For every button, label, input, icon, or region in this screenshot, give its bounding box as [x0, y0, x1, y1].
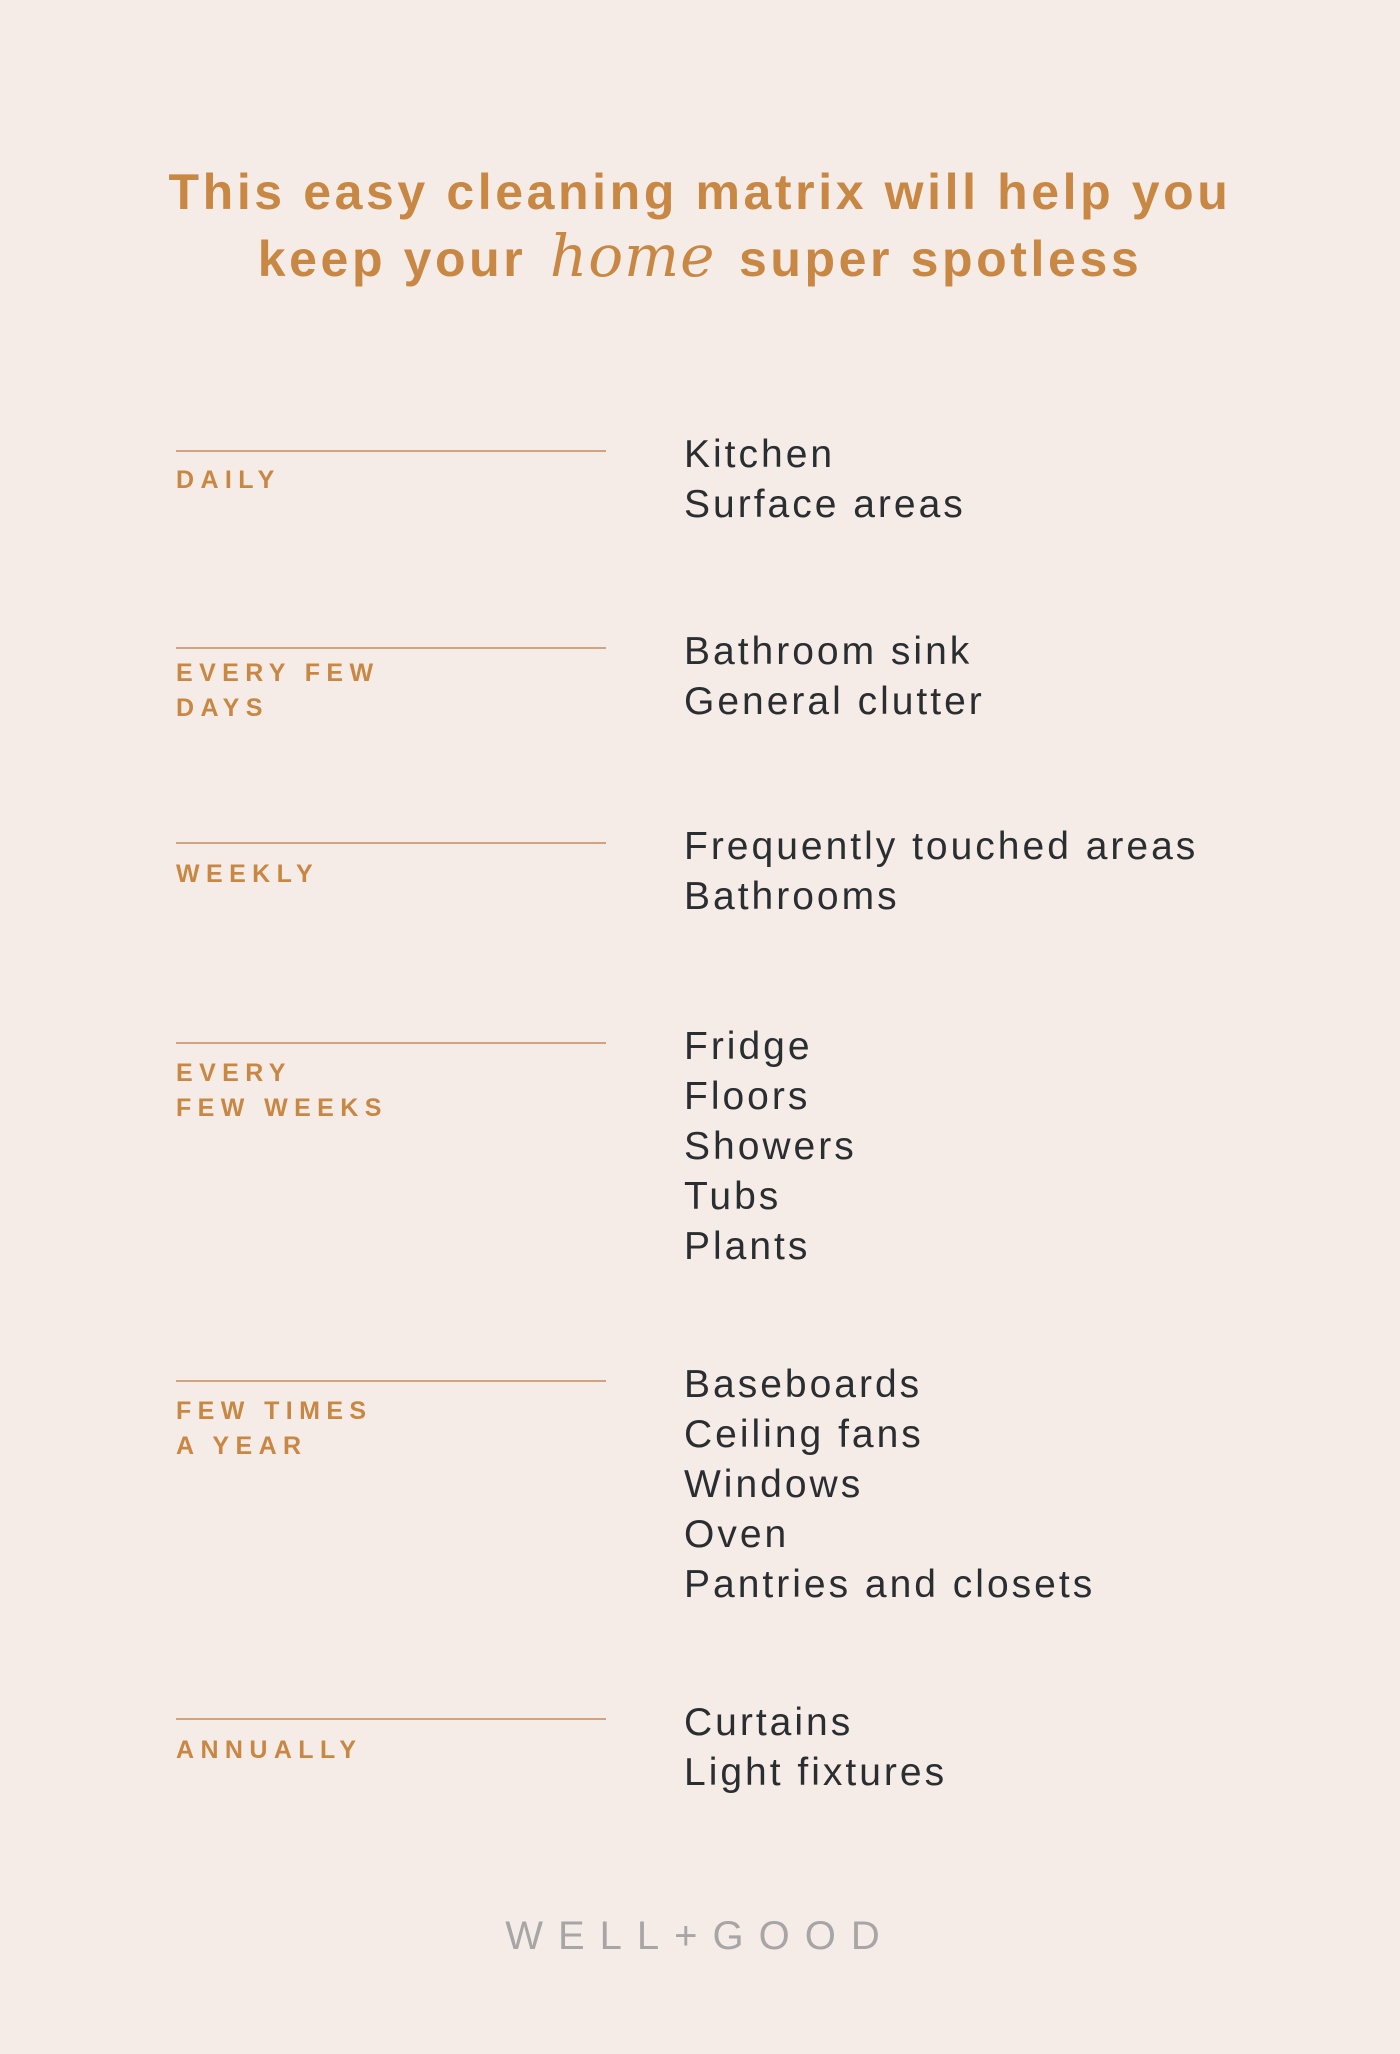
- page-title: [0, 160, 1400, 291]
- task-item: Kitchen: [684, 433, 836, 476]
- title-text-after: super spotless: [738, 231, 1143, 287]
- frequency-label-line: WEEKLY: [176, 860, 320, 888]
- task-item: General clutter: [684, 680, 985, 723]
- frequency-label: [176, 1733, 362, 1768]
- section-divider: [176, 1042, 606, 1044]
- task-item: Ceiling fans: [684, 1413, 924, 1456]
- section-divider: [176, 1380, 606, 1382]
- task-item: Tubs: [684, 1175, 782, 1218]
- task-item: Windows: [684, 1463, 864, 1506]
- frequency-label-line: FEW TIMES: [176, 1397, 373, 1425]
- title-line-1: This easy cleaning matrix will help you: [168, 164, 1232, 220]
- frequency-label-line: DAILY: [176, 466, 281, 494]
- task-item: Baseboards: [684, 1363, 923, 1406]
- title-text-before: keep your: [257, 231, 527, 287]
- brand-logo: WELL+GOOD: [505, 1914, 895, 1958]
- frequency-label-line: DAYS: [176, 694, 269, 722]
- task-item: Curtains: [684, 1701, 854, 1744]
- frequency-label-line: EVERY: [176, 1059, 292, 1087]
- frequency-label: [176, 1056, 388, 1126]
- frequency-label: [176, 463, 281, 498]
- task-item: Pantries and closets: [684, 1563, 1096, 1606]
- task-list: [684, 1022, 857, 1272]
- section-divider: [176, 842, 606, 844]
- task-list: [684, 430, 966, 530]
- task-item: Bathrooms: [684, 875, 900, 918]
- task-item: Fridge: [684, 1025, 813, 1068]
- task-item: Oven: [684, 1513, 790, 1556]
- section-divider: [176, 647, 606, 649]
- task-item: Showers: [684, 1125, 857, 1168]
- task-list: [684, 1360, 1095, 1610]
- task-item: Floors: [684, 1075, 811, 1118]
- section-divider: [176, 450, 606, 452]
- frequency-label-line: ANNUALLY: [176, 1736, 363, 1764]
- frequency-label-line: FEW WEEKS: [176, 1094, 388, 1122]
- title-line-2: [0, 224, 1400, 291]
- frequency-label: [176, 656, 379, 726]
- task-item: Frequently touched areas: [684, 825, 1199, 868]
- frequency-label: [176, 857, 319, 892]
- task-item: Bathroom sink: [684, 630, 973, 673]
- title-script-word: home: [549, 222, 716, 290]
- frequency-label-line: A YEAR: [176, 1432, 308, 1460]
- frequency-label-line: EVERY FEW: [176, 659, 380, 687]
- task-item: Light fixtures: [684, 1751, 948, 1794]
- task-list: [684, 822, 1198, 922]
- frequency-label: [176, 1394, 372, 1464]
- task-list: [684, 627, 985, 727]
- task-list: [684, 1698, 947, 1798]
- task-item: Plants: [684, 1225, 811, 1268]
- section-divider: [176, 1718, 606, 1720]
- task-item: Surface areas: [684, 483, 966, 526]
